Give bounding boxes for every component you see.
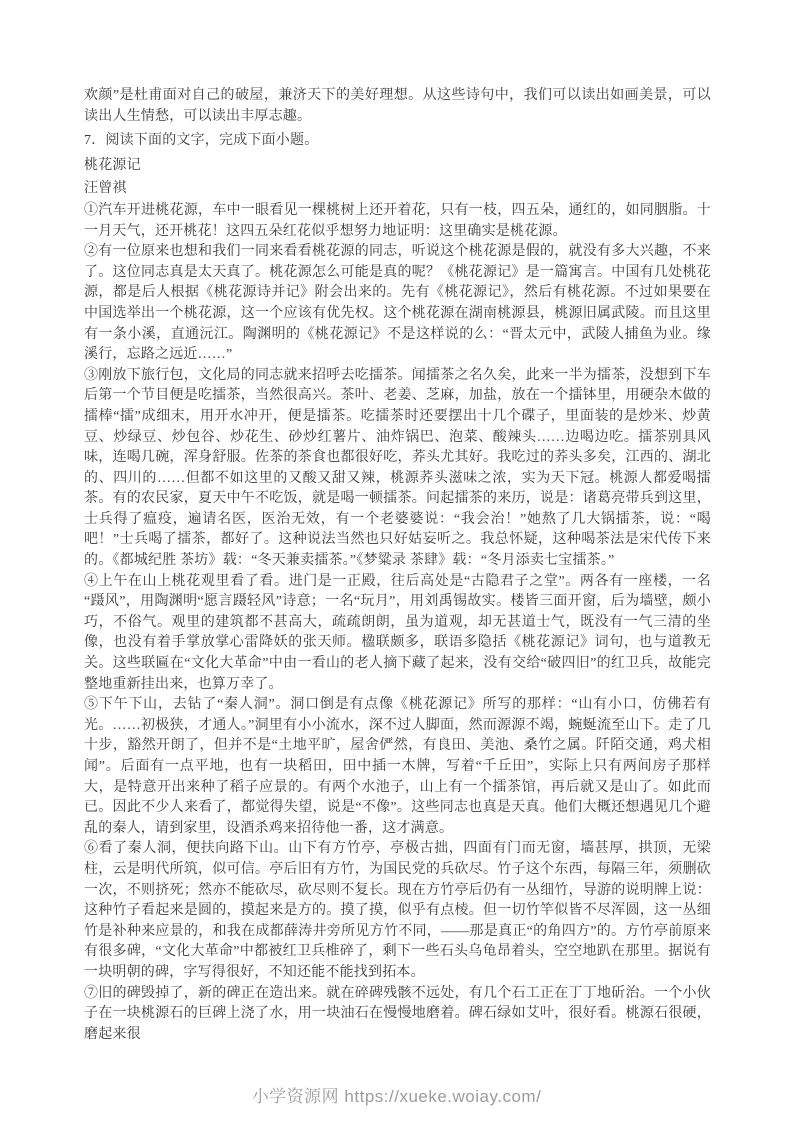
footer-site-link[interactable]: https://xueke.woiay.com/ [344,1087,542,1106]
passage-paragraph-7: ⑦旧的碑毁掉了，新的碑正在造出来。就在碎碑残骸不远处，有几个石工正在丁丁地斫治。一个小伙子在一块桃源石的巨碑上浇了水，用一块油石在慢慢地磨着。碑石绿如艾叶，很好看。桃源石很硬，磨起来很 [84,985,711,1042]
passage-paragraph-3: ③刚放下旅行包，文化局的同志就来招呼去吃擂茶。闻擂茶之名久矣，此来一半为擂茶，没想到下车后第一个节目便是吃擂茶，当然很高兴。茶叶、老姜、芝麻，加盐，放在一个擂钵里，用硬杂木做的擂棒“擂”成细末，用开水冲开，便是擂茶。吃擂茶时还要摆出十几个碟子，里面装的是炒米、炒黄豆、炒绿豆、炒包谷、炒花生、砂炒红薯片、油炸锅巴、泡菜、酸辣头……边喝边吃。擂茶别具风味，连喝几碗，浑身舒服。佐茶的茶食也都很好吃，荞头尤其好。我吃过的荞头多矣，江西的、湖北的、四川的……但都不如这里的又酸又甜又辣，桃源荞头滋味之浓，实为天下冠。桃源人都爱喝擂茶。有的农民家，夏天中午不吃饭，就是喝一顿擂茶。问起擂茶的来历，说是：诸葛亮带兵到这里，士兵得了瘟疫，遍请名医，医治无效，有一个老婆婆说：“我会治！”她熬了几大锅擂茶，说：“喝吧！”士兵喝了擂茶，都好了。这种说法当然也只好姑妄听之。我总怀疑，这种喝茶法是宋代传下来的。《都城纪胜 茶坊》载：“冬天兼卖擂茶。”《梦粱录 茶肆》载：“冬月添卖七宝擂茶。” [84,367,711,569]
passage-paragraph-6: ⑥看了秦人洞，便扶向路下山。山下有方竹亭，亭极古拙，四面有门而无窗，墙甚厚，拱顶，无梁柱，云是明代所筑，似可信。亭后旧有方竹，为国民党的兵砍尽。竹子这个东西，每隔三年，须删砍一次，不则挤死；然亦不能砍尽，砍尽则不复长。现在方竹亭后仍有一丛细竹，导游的说明牌上说：这种竹子看起来是圆的，摸起来是方的。摸了摸，似乎有点棱。但一切竹竿似皆不尽浑圆，这一丛细竹是补种来应景的，和我在成都薛涛井旁所见方竹不同，——那是真正“的角四方”的。方竹亭前原来有很多碑，“文化大革命”中都被红卫兵椎碎了，剩下一些石头乌龟昂着头，空空地趴在那里。据说有一块明朝的碑，字写得很好，不知还能不能找到拓本。 [84,841,711,980]
passage-paragraph-2: ②有一位原来也想和我们一同来看看桃花源的同志，听说这个桃花源是假的，就没有多大兴趣，不来了。这位同志真是太天真了。桃花源怎么可能是真的呢？《桃花源记》是一篇寓言。中国有几处桃花源，都是后人根据《桃花源诗并记》附会出来的。先有《桃花源记》，然后有桃花源。不过如果要在中国选举出一个桃花源，这一个应该有优先权。这个桃花源在湖南桃源县，桃源旧属武陵。而且这里有一条小溪，直通沅江。陶渊明的《桃花源记》不是这样说的么：“晋太元中，武陵人捕鱼为业。缘溪行，忘路之远近……” [84,244,711,363]
footer-site-name: 小学资源网 [251,1087,340,1106]
passage-paragraph-1: ①汽车开进桃花源，车中一眼看见一棵桃树上还开着花，只有一枝，四五朵，通红的，如同胭脂。十一月天气，还开桃花！这四五朵红花似乎想努力地证明：这里确实是桃花源。 [84,202,711,239]
passage-paragraph-5: ⑤下午下山，去钻了“秦人洞”。洞口倒是有点像《桃花源记》所写的那样：“山有小口，仿佛若有光。……初极狭，才通人。”洞里有小小流水，深不过人脚面，然而源源不竭，蜿蜒流至山下。走了几十步，豁然开朗了，但并不是“土地平旷，屋舍俨然，有良田、美池、桑竹之属。阡陌交通，鸡犬相闻”。后面有一点平地，也有一块稻田，田中插一木牌，写着“千丘田”，实际上只有两间房子那样大，是特意开出来种了稻子应景的。有两个水池子，山上有一个擂茶馆，再后就又是山了。如此而已。因此不少人来看了，都觉得失望，说是“不像”。这些同志也真是天真。他们大概还想遇见几个避乱的秦人，请到家里，设酒杀鸡来招待他一番，这才满意。 [84,697,711,836]
intro-continuation-text: 欢颜”是杜甫面对自己的破屋，兼济天下的美好理想。从这些诗句中，我们可以读出如画美景，可以读出人生情愁，可以读出丰厚志趣。 [84,88,711,124]
passage-author: 汪曾祺 [84,181,127,197]
passage-paragraph-4: ④上午在山上桃花观里看了看。进门是一正殿，往后高处是“古隐君子之堂”。两各有一座楼，一名“蹑风”，用陶渊明“愿言蹑轻风”诗意；一名“玩月”，用刘禹锡故实。楼皆三面开窗，后为墙壁，颇小巧，不俗气。观里的建筑都不甚高大，疏疏朗朗，虽为道观，却无甚道士气，既没有一气三清的坐像，也没有着手掌放掌心雷降妖的张天师。楹联颇多，联语多隐括《桃花源记》词句，也与道教无关。这些联匾在“文化大革命”中由一看山的老人摘下藏了起来，没有交给“破四旧”的红卫兵，故能完整地重新挂出来，也算万幸了。 [84,573,711,692]
question-7-prompt: 7．阅读下面的文字，完成下面小题。 [84,133,319,149]
footer-watermark [0,1082,793,1107]
document-body [84,86,711,1045]
passage-title: 桃花源记 [84,157,141,173]
